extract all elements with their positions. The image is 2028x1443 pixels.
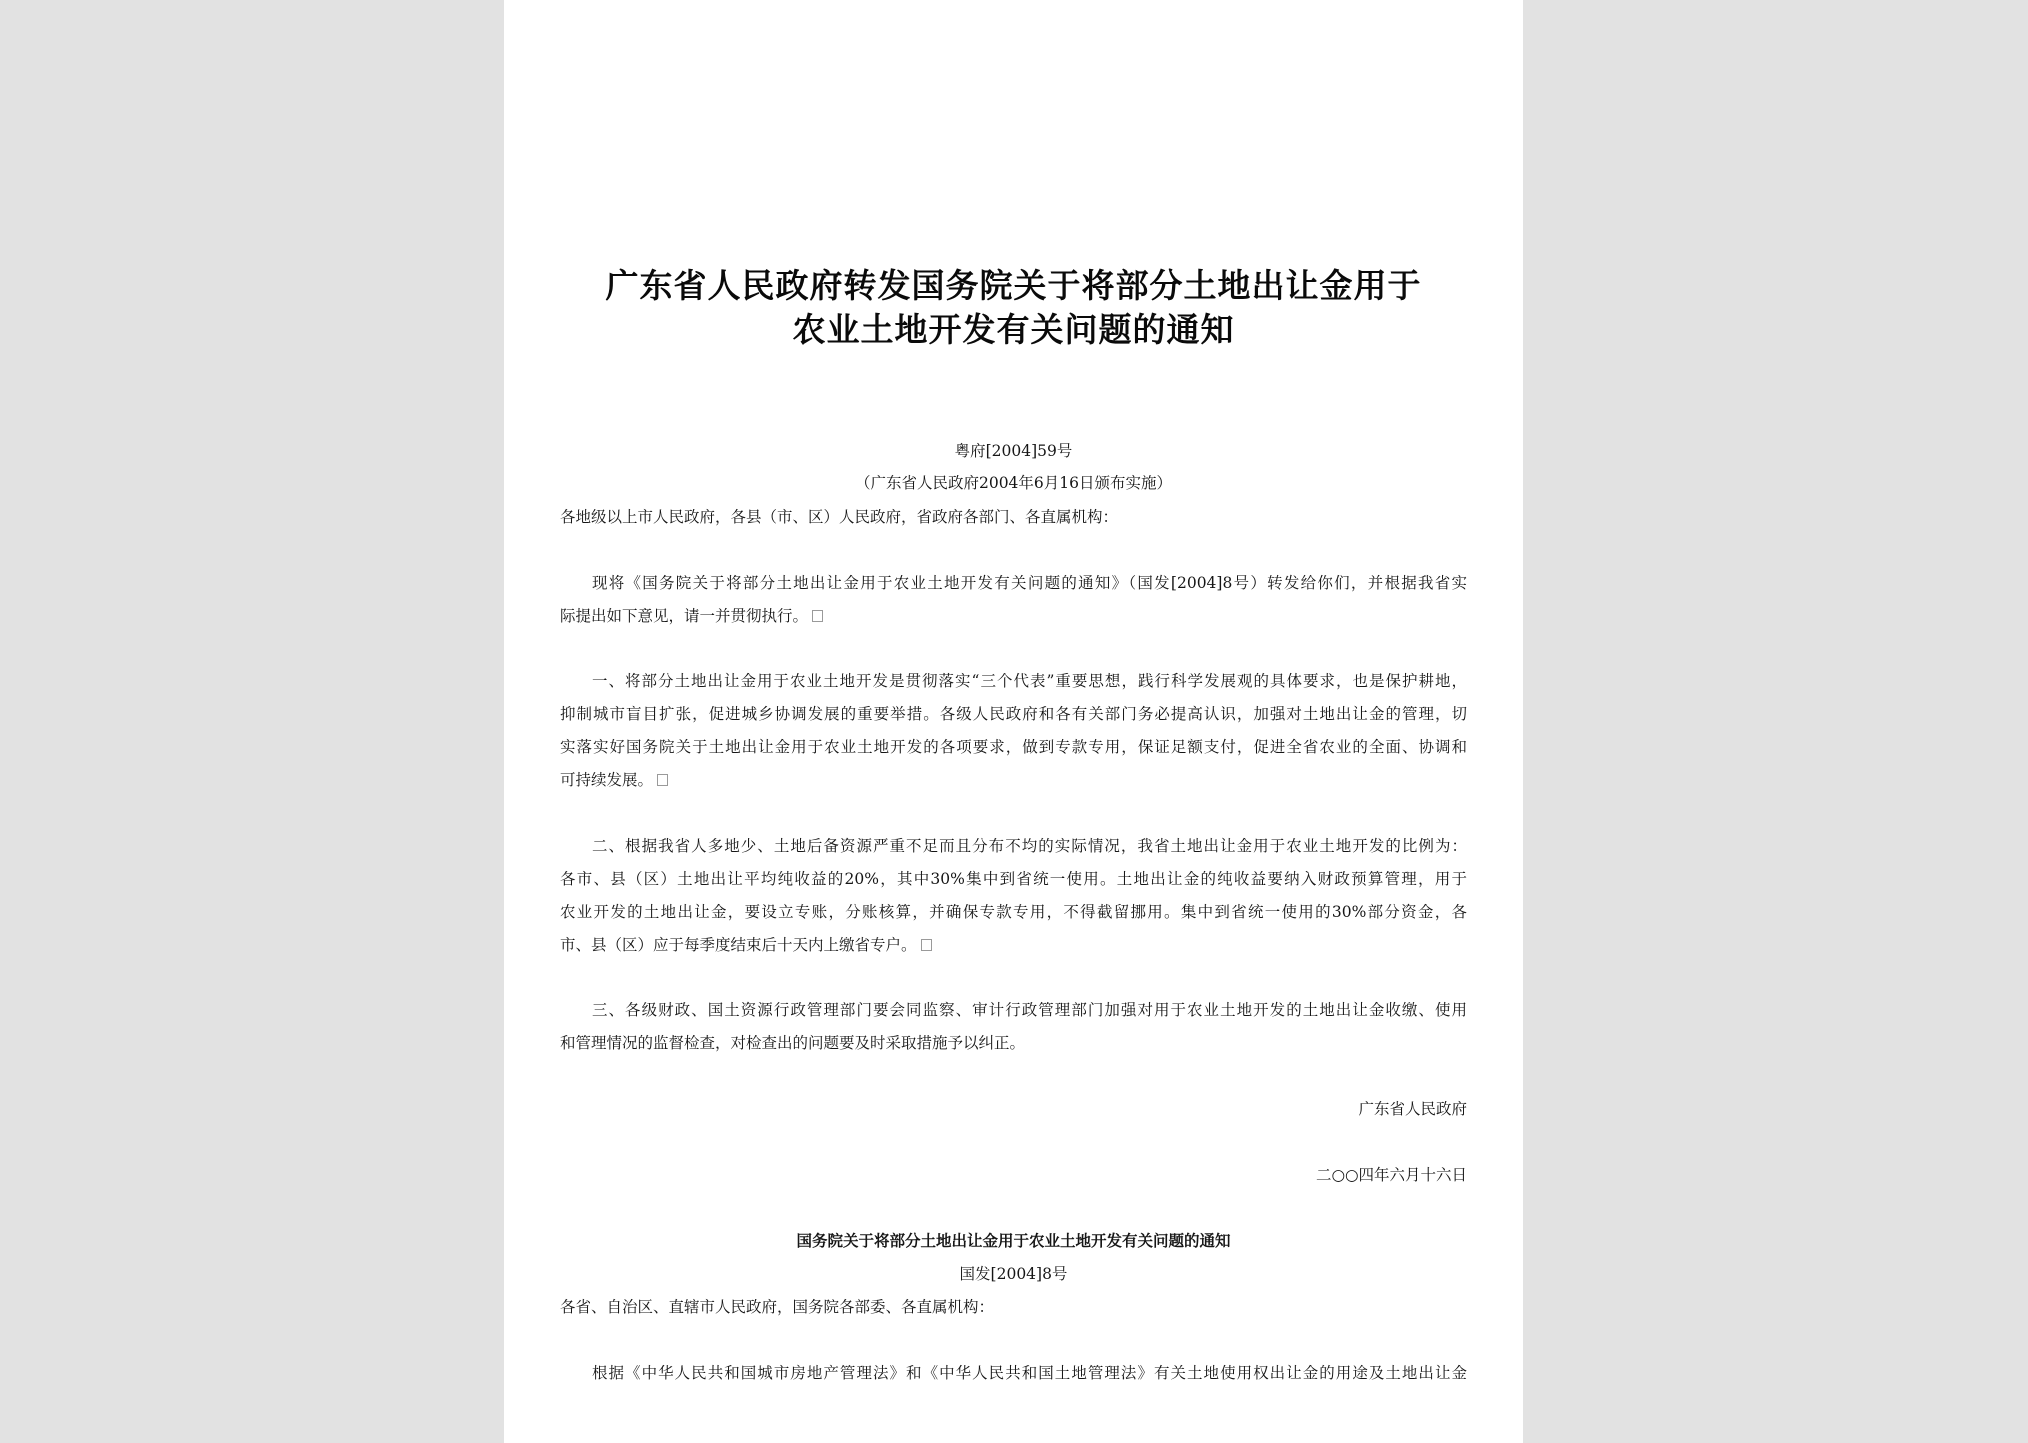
section-3-line: 三、各级财政、国土资源行政管理部门要会同监察、审计行政管理部门加强对用于农业土地开发的土地出让金收缴、使用 (592, 1001, 1467, 1019)
intro-paragraph-line: 现将《国务院关于将部分土地出让金用于农业土地开发有关问题的通知》（国发[2004]8号）转发给你们，并根据我省实 (592, 574, 1467, 592)
attachment-paragraph-line: 根据《中华人民共和国城市房地产管理法》和《中华人民共和国土地管理法》有关土地使用权出让金的用途及土地出让金 (592, 1364, 1467, 1382)
section-1-line: 可持续发展。 (560, 769, 668, 791)
signature-date: 二○○四年六月十六日 (1315, 1166, 1467, 1184)
section-2-line: 市、县（区）应于每季度结束后十天内上缴省专户。 (560, 934, 932, 956)
document-page (504, 0, 1523, 1443)
placeholder-box-icon (921, 939, 932, 951)
section-1-line: 实落实好国务院关于土地出让金用于农业土地开发的各项要求，做到专款专用，保证足额支付，促进全省农业的全面、协调和 (560, 738, 1467, 756)
section-2-line: 各市、县（区）土地出让平均纯收益的20%，其中30%集中到省统一使用。土地出让金的纯收益要纳入财政预算管理，用于 (560, 870, 1467, 888)
attachment-number: 国发[2004]8号 (959, 1265, 1068, 1283)
placeholder-box-icon (657, 774, 668, 786)
section-3-line: 和管理情况的监督检查，对检查出的问题要及时采取措施予以纠正。 (560, 1034, 1026, 1052)
section-1-line: 抑制城市盲目扩张，促进城乡协调发展的重要举措。各级人民政府和各有关部门务必提高认识，加强对土地出让金的管理，切 (560, 705, 1467, 723)
section-1-line: 一、将部分土地出让金用于农业土地开发是贯彻落实“三个代表”重要思想，践行科学发展观的具体要求，也是保护耕地， (592, 672, 1467, 690)
document-title-line-2: 农业土地开发有关问题的通知 (792, 310, 1235, 349)
document-number: 粤府[2004]59号 (954, 442, 1073, 460)
placeholder-box-icon (812, 610, 823, 622)
recipients-line: 各地级以上市人民政府，各县（市、区）人民政府，省政府各部门、各直属机构： (560, 508, 1119, 526)
section-2-line: 农业开发的土地出让金，要设立专账，分账核算，并确保专款专用，不得截留挪用。集中到省统一使用的30%部分资金，各 (560, 903, 1467, 921)
intro-paragraph-line: 际提出如下意见，请一并贯彻执行。 (560, 605, 823, 627)
attachment-recipients: 各省、自治区、直辖市人民政府，国务院各部委、各直属机构： (560, 1298, 995, 1316)
signature: 广东省人民政府 (1358, 1100, 1467, 1118)
document-title-line-1: 广东省人民政府转发国务院关于将部分土地出让金用于 (605, 266, 1422, 305)
issuance-note: （广东省人民政府2004年6月16日颁布实施） (854, 474, 1173, 492)
attachment-title: 国务院关于将部分土地出让金用于农业土地开发有关问题的通知 (796, 1231, 1231, 1250)
section-2-line: 二、根据我省人多地少、土地后备资源严重不足而且分布不均的实际情况，我省土地出让金用于农业土地开发的比例为： (592, 837, 1467, 855)
